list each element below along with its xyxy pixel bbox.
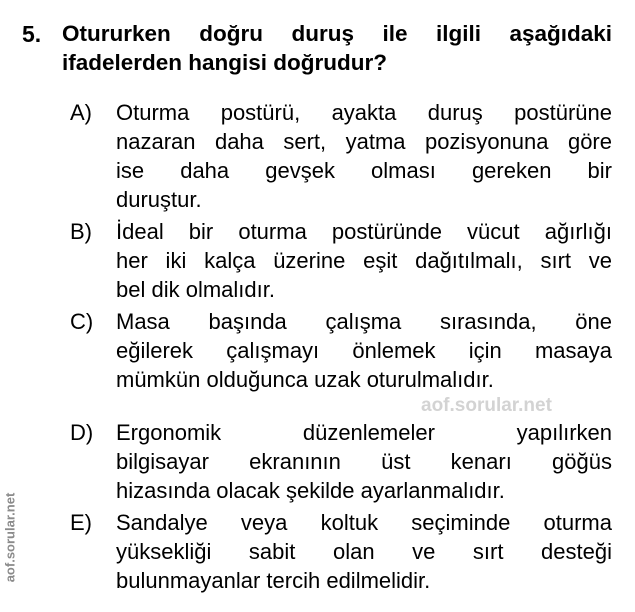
question-text bbox=[62, 19, 612, 77]
option-line: İdeal bir oturma postüründe vücut ağırlığı bbox=[116, 219, 612, 244]
option-letter: B) bbox=[70, 219, 92, 244]
option-letter: E) bbox=[70, 510, 92, 535]
option-text bbox=[116, 217, 612, 304]
option-line: eğilerek çalışmayı önlemek için masaya bbox=[116, 338, 612, 363]
option-line: yüksekliği sabit olan ve sırt desteği bbox=[116, 539, 612, 564]
option-d[interactable] bbox=[70, 418, 612, 505]
option-line: bilgisayar ekranının üst kenarı göğüs bbox=[116, 449, 612, 474]
option-line: Ergonomik düzenlemeler yapılırken bbox=[116, 420, 612, 445]
option-line: hizasında olacak şekilde ayarlanmalıdır. bbox=[116, 478, 505, 503]
option-line: bulunmayanlar tercih edilmelidir. bbox=[116, 568, 431, 593]
option-letter: C) bbox=[70, 309, 94, 334]
option-line: Oturma postürü, ayakta duruş postürüne bbox=[116, 100, 612, 125]
option-line: duruştur. bbox=[116, 187, 202, 212]
option-a[interactable] bbox=[70, 98, 612, 214]
question-number: 5. bbox=[22, 21, 42, 47]
option-line: Masa başında çalışma sırasında, öne bbox=[116, 309, 612, 334]
option-line: ise daha gevşek olması gereken bir bbox=[116, 158, 612, 183]
option-line: mümkün olduğunca uzak oturulmalıdır. bbox=[116, 367, 494, 392]
option-line: nazaran daha sert, yatma pozisyonuna göre bbox=[116, 129, 612, 154]
option-text bbox=[116, 508, 612, 595]
option-b[interactable] bbox=[70, 217, 612, 304]
watermark-center: aof.sorular.net bbox=[421, 395, 552, 416]
option-e[interactable] bbox=[70, 508, 612, 595]
option-text bbox=[116, 307, 612, 394]
option-c[interactable] bbox=[70, 307, 612, 394]
watermark-side: aof.sorular.net bbox=[2, 492, 18, 583]
option-line: Sandalye veya koltuk seçiminde oturma bbox=[116, 510, 612, 535]
question-line: ifadelerden hangisi doğrudur? bbox=[62, 50, 388, 75]
answer-options bbox=[70, 98, 612, 598]
option-letter: A) bbox=[70, 100, 92, 125]
option-letter: D) bbox=[70, 420, 94, 445]
question-line: Otururken doğru duruş ile ilgili aşağıdaki bbox=[62, 21, 612, 46]
option-text bbox=[116, 418, 612, 505]
option-text bbox=[116, 98, 612, 214]
option-line: bel dik olmalıdır. bbox=[116, 277, 275, 302]
option-line: her iki kalça üzerine eşit dağıtılmalı, sırt ve bbox=[116, 248, 612, 273]
